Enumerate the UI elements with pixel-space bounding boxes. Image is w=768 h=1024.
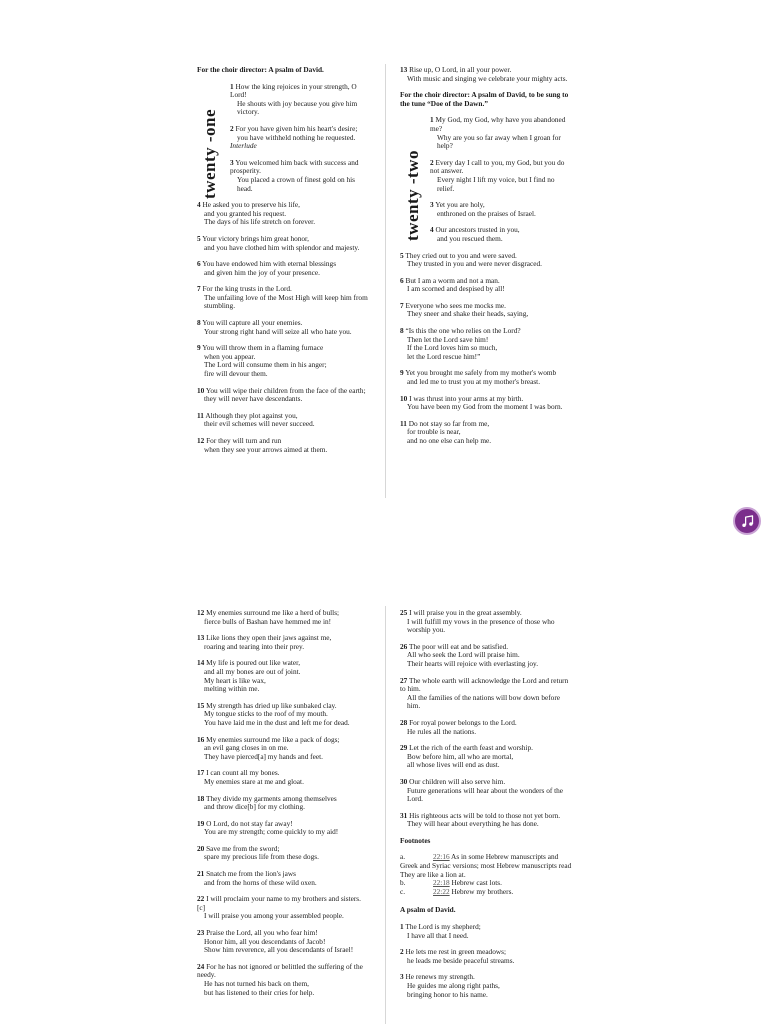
verse: [197, 609, 369, 626]
verse-number: 20: [197, 843, 205, 853]
verse-line: they will never have descendants.: [204, 394, 303, 404]
verse-line: Bow before him, all who are mortal,: [407, 751, 514, 761]
verse-number: 9: [400, 368, 404, 378]
verse-number: 29: [400, 743, 408, 753]
verse-line: 23 Praise the Lord, all you who fear him!: [197, 928, 318, 938]
psalm23-heading: A psalm of David.: [400, 905, 456, 915]
verse-line: 24 For he has not ignored or belittled the suffering of the needy.: [197, 961, 363, 980]
verse-line: Why are you so far away when I groan for help?: [437, 132, 561, 151]
verse-line: You placed a crown of finest gold on his head.: [237, 174, 356, 193]
verse-line: 7 For the king trusts in the Lord.: [197, 284, 292, 294]
verse-line: They have pierced[a] my hands and feet.: [204, 751, 323, 761]
verse-line: 12 My enemies surround me like a herd of bulls;: [197, 608, 340, 617]
verse: [400, 420, 572, 446]
verse-line: enthroned on the praises of Israel.: [437, 208, 536, 218]
verse-line: 19 O Lord, do not stay far away!: [197, 818, 293, 828]
verse-line: You are my strength; come quickly to my aid!: [204, 827, 339, 837]
verse-line: but has listened to their cries for help.: [204, 987, 315, 997]
verse-number: 10: [197, 385, 205, 395]
verse-number: 30: [400, 776, 408, 786]
verse-line: and from the horns of these wild oxen.: [204, 877, 317, 887]
verse-line: 17 I can count all my bones.: [197, 768, 280, 778]
verse-line: and you have clothed him with splendor and majesty.: [204, 242, 360, 252]
verse-line: I will fulfill my vows in the presence of those who worship you.: [407, 616, 555, 635]
verse-line: You have laid me in the dust and left me for dead.: [204, 717, 350, 727]
verse-line: 11 Although they plot against you,: [197, 410, 298, 420]
verse: [430, 226, 572, 243]
psalm21-verse-13: [400, 66, 572, 83]
verse-line: 5 Your victory brings him great honor,: [197, 233, 310, 243]
verse-line: and no one else can help me.: [407, 436, 492, 445]
verse-line: 27 The whole earth will acknowledge the Lord and return to him.: [400, 675, 569, 694]
verse-number: 5: [400, 250, 404, 260]
verse: [230, 83, 369, 117]
verse-line: spare my precious life from these dogs.: [204, 852, 319, 862]
verse-number: 22: [197, 894, 205, 904]
verse-line: 12 For they will turn and run: [197, 436, 282, 445]
verse: [197, 736, 369, 762]
verse-line: 4 Our ancestors trusted in you,: [430, 225, 520, 235]
verse-line: 28 For royal power belongs to the Lord.: [400, 717, 517, 727]
verse-line: their evil schemes will never succeed.: [204, 419, 315, 429]
footnote-mark: a.: [400, 852, 406, 862]
verse-line: 8 You will capture all your enemies.: [197, 318, 303, 328]
footnote: [400, 853, 572, 879]
verse-line: and you granted his request.: [204, 208, 287, 218]
verse-line: 26 The poor will eat and be satisfied.: [400, 641, 509, 651]
verse: [430, 159, 572, 193]
verse-line: 4 He asked you to preserve his life,: [197, 200, 300, 210]
verse-line: 18 They divide my garments among themselves: [197, 793, 337, 803]
verse-line: fierce bulls of Bashan have hemmed me in!: [204, 616, 332, 626]
verse-line: Your strong right hand will seize all who hate you.: [204, 326, 352, 336]
verse-line: They sneer and shake their heads, saying,: [407, 309, 529, 319]
verse: [197, 820, 369, 837]
page1-left-column: [197, 66, 369, 462]
verse-line: when you appear.: [204, 351, 256, 361]
verse: [400, 302, 572, 319]
verse: [197, 285, 369, 311]
verse: [400, 719, 572, 736]
verse-number: 31: [400, 810, 408, 820]
verse-line: 31 His righteous acts will be told to those not yet born.: [400, 810, 561, 820]
verse: [197, 845, 369, 862]
verse-number: 1: [230, 81, 234, 91]
verse-number: 2: [430, 157, 434, 167]
page1-right-verses-rest: [400, 252, 572, 446]
page1-left-verses-rest: [197, 201, 369, 454]
verse-line: They will hear about everything he has done.: [407, 819, 539, 829]
verse-number: 7: [400, 300, 404, 310]
verse-line: 1 How the king rejoices in your strength, O Lord!: [230, 81, 357, 100]
verse: [430, 201, 572, 218]
verse-number: 12: [197, 608, 205, 617]
column-divider: [385, 64, 386, 498]
footnote-ref-link[interactable]: 22:18: [433, 878, 450, 888]
verse-line: 14 My life is poured out like water,: [197, 658, 301, 668]
verse-line: 8 “Is this the one who relies on the Lord?: [400, 326, 521, 336]
footnotes-list: [400, 853, 572, 896]
verse-number: 15: [197, 700, 205, 710]
verse-line: The days of his life stretch on forever.: [204, 217, 316, 227]
footnote-text: As in some Hebrew manuscripts and Greek and Syriac versions; most Hebrew manuscripts read They are like a lion at.: [400, 852, 572, 879]
page2-right-column: [400, 609, 572, 1007]
verse-number: 27: [400, 675, 408, 685]
verse: [400, 948, 572, 965]
verse-number: 18: [197, 793, 205, 803]
verse-number: 14: [197, 658, 205, 668]
verse-line: 21 Snatch me from the lion's jaws: [197, 869, 296, 879]
verse-line: Their hearts will rejoice with everlasting joy.: [407, 658, 539, 668]
verse: [197, 319, 369, 336]
verse-line: He guides me along right paths,: [407, 981, 500, 990]
verse-line: You have been my God from the moment I was born.: [407, 402, 563, 412]
verse: [197, 387, 369, 404]
verse-line: 6 But I am a worm and not a man.: [400, 275, 500, 285]
verse: [230, 125, 369, 151]
verse-number: 28: [400, 717, 408, 727]
verse-number: 13: [400, 65, 408, 74]
verse: [430, 116, 572, 150]
verse: [230, 159, 369, 193]
verse-number: 2: [400, 947, 404, 957]
verse-line: 1 The Lord is my shepherd;: [400, 922, 481, 932]
verse-line: 5 They cried out to you and were saved.: [400, 250, 517, 260]
verse-number: 11: [400, 418, 407, 428]
verse-line: The Lord will consume them in his anger;: [204, 360, 327, 370]
verse-number: 17: [197, 768, 205, 778]
verse-number: 6: [197, 259, 201, 269]
footnote-ref-link[interactable]: 22:22: [433, 886, 450, 896]
verse-number: 24: [197, 961, 205, 971]
verse-line: 25 I will praise you in the great assembly.: [400, 608, 522, 617]
verse-line: 10 I was thrust into your arms at my birth.: [400, 393, 524, 403]
verse: [197, 437, 369, 454]
verse-line: fire will devour them.: [204, 369, 268, 379]
verse-line: I will praise you among your assembled people.: [204, 911, 344, 921]
verse: [197, 344, 369, 378]
verse: [400, 923, 572, 940]
page1-left-verses: [197, 83, 369, 194]
verse-line: 22 I will proclaim your name to my brothers and sisters.[c]: [197, 894, 361, 912]
verse-number: 23: [197, 928, 205, 938]
verse-number: 4: [197, 200, 201, 210]
page1-right-verses: [400, 116, 572, 243]
verse: [197, 769, 369, 786]
verse-line: 29 Let the rich of the earth feast and worship.: [400, 743, 533, 753]
verse-line: I have all that I need.: [407, 930, 469, 940]
verse-line: He has not turned his back on them,: [204, 979, 309, 988]
verse-line: bringing honor to his name.: [407, 989, 488, 999]
verse-line: melting within me.: [204, 684, 260, 694]
psalm21-heading: For the choir director: A psalm of David.: [197, 65, 324, 74]
verse-line: 13 Rise up, O Lord, in all your power.: [400, 65, 512, 74]
verse-line: roaring and tearing into their prey.: [204, 641, 305, 651]
verse: [400, 778, 572, 804]
footnote-ref-link[interactable]: 22:16: [433, 852, 450, 862]
verse-line: They trusted in you and were never disgraced.: [407, 259, 542, 269]
footnotes-heading: Footnotes: [400, 835, 431, 845]
verse-line: My heart is like wax,: [204, 675, 266, 685]
verse-line: 15 My strength has dried up like sunbaked clay.: [197, 700, 337, 710]
verse-line: 11 Do not stay so far from me,: [400, 418, 490, 428]
verse-number: 4: [430, 225, 434, 235]
verse-line: Interlude: [230, 141, 257, 151]
verse: [197, 929, 369, 955]
verse-line: With music and singing we celebrate your mighty acts.: [407, 73, 568, 83]
verse-line: he leads me beside peaceful streams.: [407, 955, 515, 965]
verse-line: when they see your arrows aimed at them.: [204, 444, 328, 454]
verse: [197, 795, 369, 812]
verse-number: 8: [400, 326, 404, 336]
verse-number: 7: [197, 284, 201, 294]
verse-line: 3 He renews my strength.: [400, 972, 475, 982]
verse: [197, 963, 369, 997]
verse-number: 1: [430, 115, 434, 125]
verse-line: for trouble is near,: [407, 427, 461, 437]
psalm22-heading: For the choir director: A psalm of David, to be sung to the tune “Doe of the Dawn.”: [400, 90, 569, 108]
verse-number: 12: [197, 436, 205, 445]
verse-number: 8: [197, 318, 201, 328]
column-divider: [385, 606, 386, 1024]
verse: [197, 659, 369, 693]
verse-line: All the families of the nations will bow down before him.: [407, 692, 560, 711]
chapter-title-21: twenty -one: [200, 108, 219, 199]
verse-number: 2: [230, 123, 234, 133]
verse-number: 1: [400, 922, 404, 932]
verse: [400, 744, 572, 770]
verse-line: He rules all the nations.: [407, 726, 477, 736]
verse-line: If the Lord loves him so much,: [407, 343, 498, 353]
chapter-title-22: twenty -two: [403, 150, 422, 241]
verse: [400, 327, 572, 361]
verse: [197, 702, 369, 728]
verse: [400, 609, 572, 635]
verse-number: 3: [400, 972, 404, 982]
verse-line: an evil gang closes in on me.: [204, 743, 289, 753]
verse-number: 13: [197, 633, 205, 643]
verse: [400, 277, 572, 294]
footnote-mark: b.: [400, 878, 406, 888]
verse-line: you have withheld nothing he requested.: [237, 132, 356, 142]
verse-line: My tongue sticks to the roof of my mouth.: [204, 709, 328, 719]
verse-line: 16 My enemies surround me like a pack of dogs;: [197, 734, 340, 744]
verse: [400, 395, 572, 412]
verse-line: and all my bones are out of joint.: [204, 666, 301, 676]
verse-line: 3 You welcomed him back with success and prosperity.: [230, 157, 359, 176]
verse-line: let the Lord rescue him!”: [407, 351, 481, 361]
verse-line: 9 Yet you brought me safely from my mother's womb: [400, 368, 557, 378]
verse: [197, 895, 369, 921]
music-button[interactable]: [733, 507, 761, 535]
verse-line: 20 Save me from the sword;: [197, 843, 280, 853]
verse-number: 26: [400, 641, 408, 651]
verse-line: Then let the Lord save him!: [407, 334, 489, 344]
verse: [400, 677, 572, 711]
verse-line: The unfailing love of the Most High will keep him from stumbling.: [204, 292, 368, 311]
verse-line: and led me to trust you at my mother's breast.: [407, 377, 541, 387]
verse-line: 13 Like lions they open their jaws against me,: [197, 633, 332, 643]
verse-number: 10: [400, 393, 408, 403]
verse-line: Show him reverence, all you descendants of Israel!: [204, 945, 354, 955]
verse-number: 6: [400, 275, 404, 285]
music-note-icon: [740, 514, 755, 529]
verse-line: and throw dice[b] for my clothing.: [204, 802, 305, 812]
verse-number: 16: [197, 734, 205, 744]
verse-number: 3: [230, 157, 234, 167]
verse-line: He shouts with joy because you give him victory.: [237, 98, 358, 117]
verse-line: 10 You will wipe their children from the face of the earth;: [197, 385, 366, 395]
footnote-text: Hebrew my brothers.: [449, 886, 514, 896]
footnote-text: Hebrew cast lots.: [449, 878, 502, 888]
verse-line: 9 You will throw them in a flaming furnace: [197, 343, 324, 353]
verse-line: Every night I lift my voice, but I find no relief.: [437, 174, 555, 193]
footnote: [400, 888, 572, 897]
verse: [197, 870, 369, 887]
verse-line: Honor him, all you descendants of Jacob!: [204, 936, 326, 946]
verse: [197, 235, 369, 252]
verse-number: 3: [430, 200, 434, 210]
verse-line: My enemies stare at me and gloat.: [204, 776, 304, 786]
verse: [197, 634, 369, 651]
verse: [400, 369, 572, 386]
verse-line: 2 He lets me rest in green meadows;: [400, 947, 506, 957]
verse-line: All who seek the Lord will praise him.: [407, 650, 520, 660]
verse-number: 5: [197, 233, 201, 243]
verse-line: 2 For you have given him his heart's desire;: [230, 123, 358, 133]
verse-number: 11: [197, 410, 204, 420]
verse-line: 3 Yet you are holy,: [430, 200, 485, 210]
verse-number: 9: [197, 343, 201, 353]
verse-line: 1 My God, my God, why have you abandoned me?: [430, 115, 566, 133]
page1-right-column: [400, 66, 572, 454]
page2-left-column: [197, 609, 369, 1005]
verse: [400, 812, 572, 829]
verse: [400, 66, 572, 83]
verse: [400, 973, 572, 999]
verse-line: all whose lives will end as dust.: [407, 760, 500, 770]
verse: [197, 260, 369, 277]
verse: [197, 201, 369, 227]
verse-line: I am scorned and despised by all!: [407, 284, 505, 294]
footnote-mark: c.: [400, 886, 406, 896]
verse-number: 21: [197, 869, 205, 879]
verse-line: and you rescued them.: [437, 233, 503, 243]
verse: [400, 252, 572, 269]
verse-line: 6 You have endowed him with eternal blessings: [197, 259, 337, 269]
verse-line: Future generations will hear about the wonders of the Lord.: [407, 785, 564, 804]
verse-line: 7 Everyone who sees me mocks me.: [400, 300, 506, 310]
verse-line: and given him the joy of your presence.: [204, 267, 320, 277]
verse: [400, 643, 572, 669]
verse-line: 2 Every day I call to you, my God, but you do not answer.: [430, 157, 565, 176]
verse-number: 19: [197, 818, 205, 828]
verse: [197, 412, 369, 429]
verse-number: 25: [400, 608, 408, 617]
verse-line: 30 Our children will also serve him.: [400, 776, 506, 786]
